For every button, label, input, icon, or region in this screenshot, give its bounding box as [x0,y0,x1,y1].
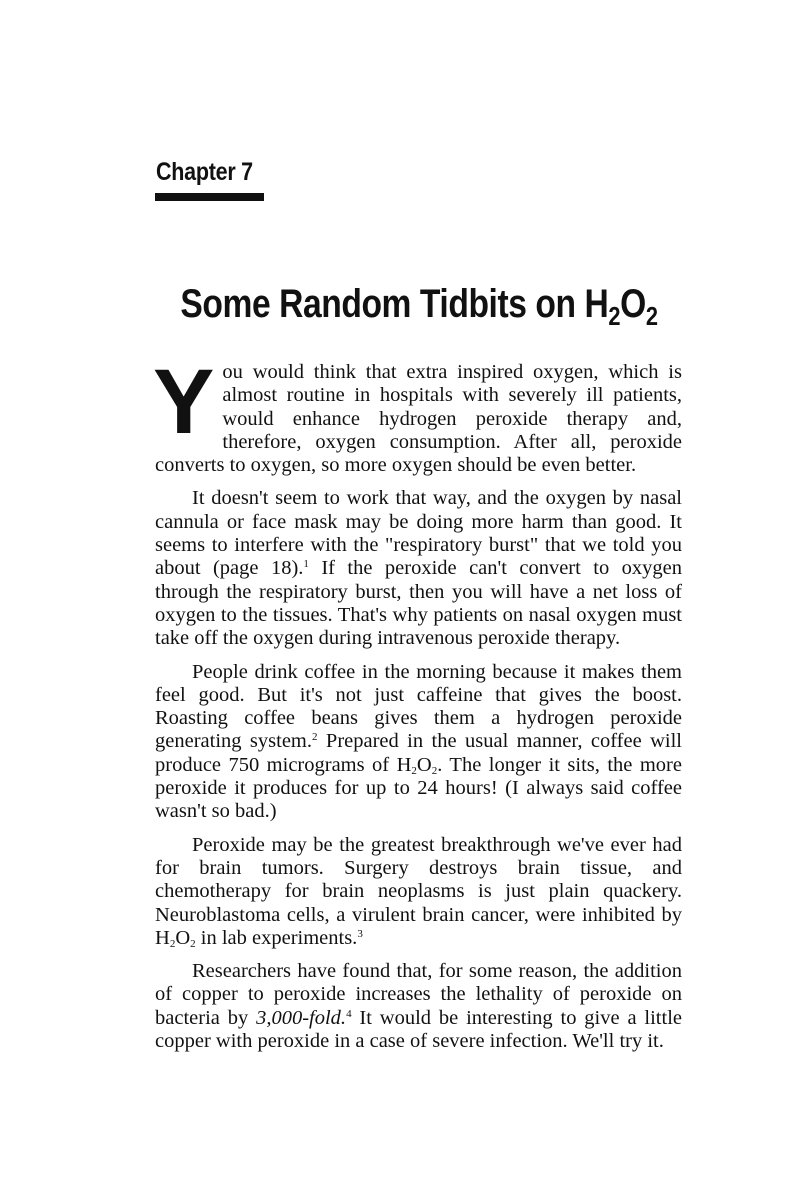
chemical-formula [397,754,438,776]
paragraph-5-text-a: Researchers have found that, for some reason, the addition of copper to peroxide increases the lethality of peroxide on bacteria by [155,960,682,1029]
paragraph-3-text-b: Prepared in the usual manner, coffee will produce 750 micrograms of [155,730,682,776]
paragraph-3 [155,661,682,824]
chapter-title-text: Some Random Tidbits on H [180,282,609,326]
chem-subscript-1: 2 [411,764,417,777]
footnote-ref-4: 4 [346,1007,352,1020]
footnote-ref-1: 1 [303,558,309,571]
paragraph-5-text-b: It would be interesting to give a little copper with peroxide in a case of severe infection. We'll try it. [155,1006,682,1053]
chapter-rule [155,193,264,201]
footnote-ref-3: 3 [357,927,363,940]
footnote-ref-2: 2 [312,731,318,744]
chem-subscript-2: 2 [431,764,438,777]
chem-h: H [396,753,412,776]
chem-subscript-2: 2 [190,937,196,950]
paragraph-4 [155,834,682,950]
paragraph-2-text-b: If the peroxide can't convert to oxygen through the respiratory burst, then you will have a net loss of oxygen to the tissues. That's why patients on nasal oxygen must take off the oxygen during intravenous peroxide therapy. [155,557,682,650]
paragraph-4-text-b: in lab experiments. [195,926,358,949]
paragraph-1-text: ou would think that extra inspired oxygen, which is almost routine in hospitals with severely ill patients, would enhance hydrogen peroxide therapy and, therefore, oxygen consumption. After all, peroxide converts to oxygen, so more oxygen should be even better. [155,361,682,477]
paragraph-3-text-a: People drink coffee in the morning because it makes them feel good. But it's not just caffeine that gives the boost. Roasting coffee beans gives them a hydrogen peroxide generating system. [155,660,682,753]
chem-o: O [175,926,191,949]
chem-subscript-1: 2 [169,937,176,950]
paragraph-2 [155,487,682,650]
paragraph-4-text-a: Peroxide may be the greatest breakthrough we've ever had for brain tumors. Surgery destroys brain tissue, and chemotherapy for brain neoplasms is just plain quackery. Neuroblastoma cells, a virulent brain cancer, were inhibited by [155,833,682,926]
paragraph-3-text-c: . The longer it sits, the more peroxide it produces for up to 24 hours! (I always said coffee wasn't so bad.) [155,753,682,823]
chemical-formula [155,927,196,949]
chapter-title-oxygen: O [620,282,646,326]
paragraph-1 [153,351,682,477]
drop-cap: Y [153,351,215,453]
chapter-title [67,282,771,331]
paragraph-2-text-a: It doesn't seem to work that way, and the oxygen by nasal cannula or face mask may be doing more harm than good. It seems to interfere with the "respiratory burst" that we told you about (page 18). [155,487,682,580]
paragraph-5 [155,960,682,1053]
chapter-label: Chapter 7 [156,158,253,186]
chem-h: H [155,926,170,949]
chapter-title-subscript-2: 2 [645,301,658,331]
chapter-title-subscript-1: 2 [608,301,621,331]
emphasis-fold: 3,000-fold. [256,1006,347,1029]
chem-o: O [416,753,432,776]
chapter-body [153,351,682,1063]
